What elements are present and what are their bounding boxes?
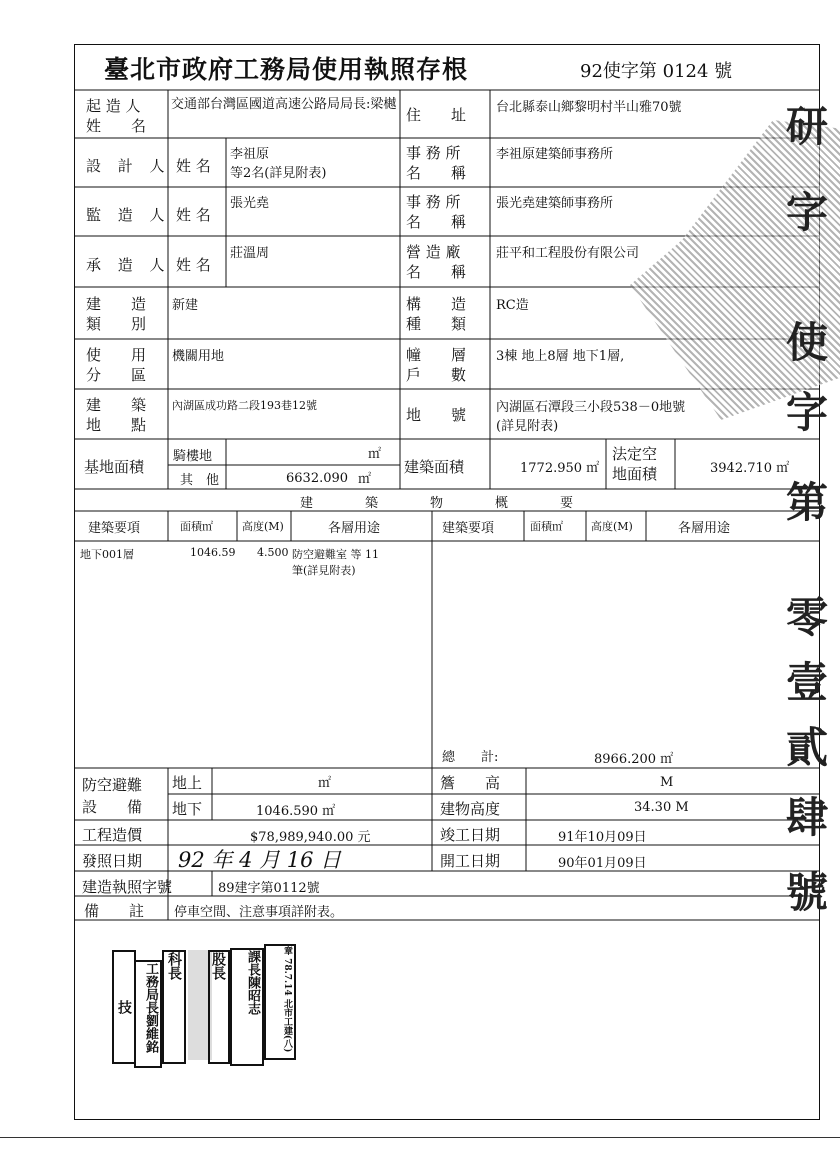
zone: 機關用地 <box>172 349 225 364</box>
supervisor-office: 張光堯建築師事務所 <box>496 196 614 211</box>
lot: 內湖區石潭段三小段538－0地號 <box>496 400 686 415</box>
stamp-registration: 章 78.7.14 北市工建(八) <box>264 944 296 1060</box>
above-unit: ㎡ <box>318 776 332 791</box>
eave-value: M <box>660 775 674 790</box>
col-height-2: 高度(M) <box>591 520 633 533</box>
col-height: 高度(M) <box>242 520 284 533</box>
col-use-2: 各層用途 <box>678 521 731 536</box>
total-label: 總 計: <box>442 750 499 765</box>
below-label: 地下 <box>172 800 203 818</box>
contractor-name-label: 姓 名 <box>176 256 211 274</box>
total-value: 8966.200 ㎡ <box>594 752 674 767</box>
site: 內湖區成功路二段193巷12號 <box>172 399 317 412</box>
supervisor-name: 張光堯 <box>230 196 270 211</box>
other-label: 其 他 <box>180 473 220 488</box>
col-item: 建築要項 <box>88 521 141 536</box>
stamp-chief-name: 課長陳昭志 <box>230 948 264 1066</box>
floors: 3棟 地上8層 地下1層, <box>496 349 625 364</box>
contractor-co: 莊平和工程股份有限公司 <box>496 246 640 261</box>
supervisor-label: 監 造 人 <box>86 206 171 224</box>
col-area-2: 面積㎡ <box>530 520 563 533</box>
build-area: 1772.950 ㎡ <box>520 461 600 476</box>
side-char-9: 肆 <box>786 793 829 842</box>
arcade-label: 騎樓地 <box>173 449 213 464</box>
other-value: 6632.090 <box>286 471 349 486</box>
address-label: 住 址 <box>406 106 467 124</box>
col-item-2: 建築要項 <box>442 521 495 536</box>
row1-area: 1046.59 <box>190 546 236 559</box>
build-type: 新建 <box>172 298 199 313</box>
lot-label: 地 號 <box>406 406 467 424</box>
license-label: 建造執照字號 <box>82 878 173 896</box>
above-label: 地上 <box>172 774 203 792</box>
stamp-director: 工務局長劉維銘 <box>134 960 162 1068</box>
structure: RC造 <box>496 298 529 313</box>
summary-heading: 建 築 物 概 要 <box>300 496 574 511</box>
floors-label: 幢 層 戶 數 <box>406 346 467 384</box>
col-area: 面積㎡ <box>180 520 213 533</box>
builder-value: 交通部台灣區國道高速公路局局長:梁樾 <box>171 97 397 112</box>
start-date-label: 開工日期 <box>440 852 501 870</box>
remark-label: 備 註 <box>84 902 145 920</box>
stamp-tech: 技 <box>112 950 136 1064</box>
build-type-label: 建 造 類 別 <box>86 295 147 333</box>
complete-date: 91年10月09日 <box>558 830 647 845</box>
stamp-section-chief: 科長 <box>162 950 186 1064</box>
zone-label: 使 用 分 區 <box>86 346 147 384</box>
lot-2: (詳見附表) <box>496 419 559 434</box>
structure-label: 構 造 種 類 <box>406 295 467 333</box>
col-use: 各層用途 <box>328 521 381 536</box>
building-height-label: 建物高度 <box>440 800 501 818</box>
designer-label: 設 計 人 <box>86 157 171 175</box>
builder-label: 起 造 人 姓 名 <box>86 97 147 135</box>
designer-name-label: 姓 名 <box>176 157 211 175</box>
issue-date-label: 發照日期 <box>82 852 143 870</box>
arcade-unit: ㎡ <box>368 447 382 462</box>
row1-use: 防空避難室 等 11 <box>292 548 379 561</box>
legal-space-label: 法定空 地面積 <box>612 445 658 483</box>
side-char-1: 研 <box>786 102 829 151</box>
designer-office-label: 事 務 所 名 稱 <box>406 144 467 182</box>
base-area-label: 基地面積 <box>84 458 145 476</box>
document-title: 臺北市政府工務局使用執照存根 <box>104 55 469 84</box>
side-char-3: 使 <box>786 318 829 367</box>
cost-value: $78,989,940.00 元 <box>250 830 371 845</box>
supervisor-name-label: 姓 名 <box>176 206 211 224</box>
cost-label: 工程造價 <box>82 826 143 844</box>
license-value: 89建字第0112號 <box>218 881 320 896</box>
permit-number: 92使字第 0124 號 <box>580 61 733 82</box>
stamp-unit-chief: 股長 <box>208 950 230 1064</box>
row1-height: 4.500 <box>257 546 289 559</box>
other-unit: ㎡ <box>358 472 372 487</box>
side-char-10: 號 <box>786 868 829 917</box>
side-char-5: 第 <box>786 478 829 527</box>
side-char-2: 字 <box>786 188 829 237</box>
contractor-co-label: 營 造 廠 名 稱 <box>406 243 467 281</box>
designer-office: 李祖原建築師事務所 <box>496 147 614 162</box>
build-area-label: 建築面積 <box>404 458 465 476</box>
contractor-name: 莊溫周 <box>230 246 270 261</box>
issue-date: 92 年 4 月 16 日 <box>178 848 342 872</box>
designer-name-2: 等2名(詳見附表) <box>230 166 327 181</box>
start-date: 90年01月09日 <box>558 856 647 871</box>
row1-item: 地下001層 <box>80 548 134 561</box>
complete-date-label: 竣工日期 <box>440 826 501 844</box>
contractor-label: 承 造 人 <box>86 256 171 274</box>
side-char-6: 零 <box>786 593 829 642</box>
remark-value: 停車空間、注意事項詳附表。 <box>174 905 344 920</box>
side-char-8: 貳 <box>786 723 829 772</box>
address-value: 台北縣泰山鄉黎明村半山雅70號 <box>496 100 682 115</box>
designer-name: 李祖原 <box>230 147 270 162</box>
shelter-label: 防空避難 設 備 <box>82 776 143 816</box>
side-char-4: 字 <box>786 388 829 437</box>
row1-use-2: 筆(詳見附表) <box>292 564 356 577</box>
site-label: 建 築 地 點 <box>86 396 147 434</box>
side-char-7: 壹 <box>786 658 829 707</box>
below-value: 1046.590 ㎡ <box>256 804 336 819</box>
eave-label: 簷 高 <box>440 774 501 792</box>
supervisor-office-label: 事 務 所 名 稱 <box>406 193 467 231</box>
building-height-value: 34.30 M <box>634 800 689 815</box>
legal-space-value: 3942.710 ㎡ <box>710 461 790 476</box>
